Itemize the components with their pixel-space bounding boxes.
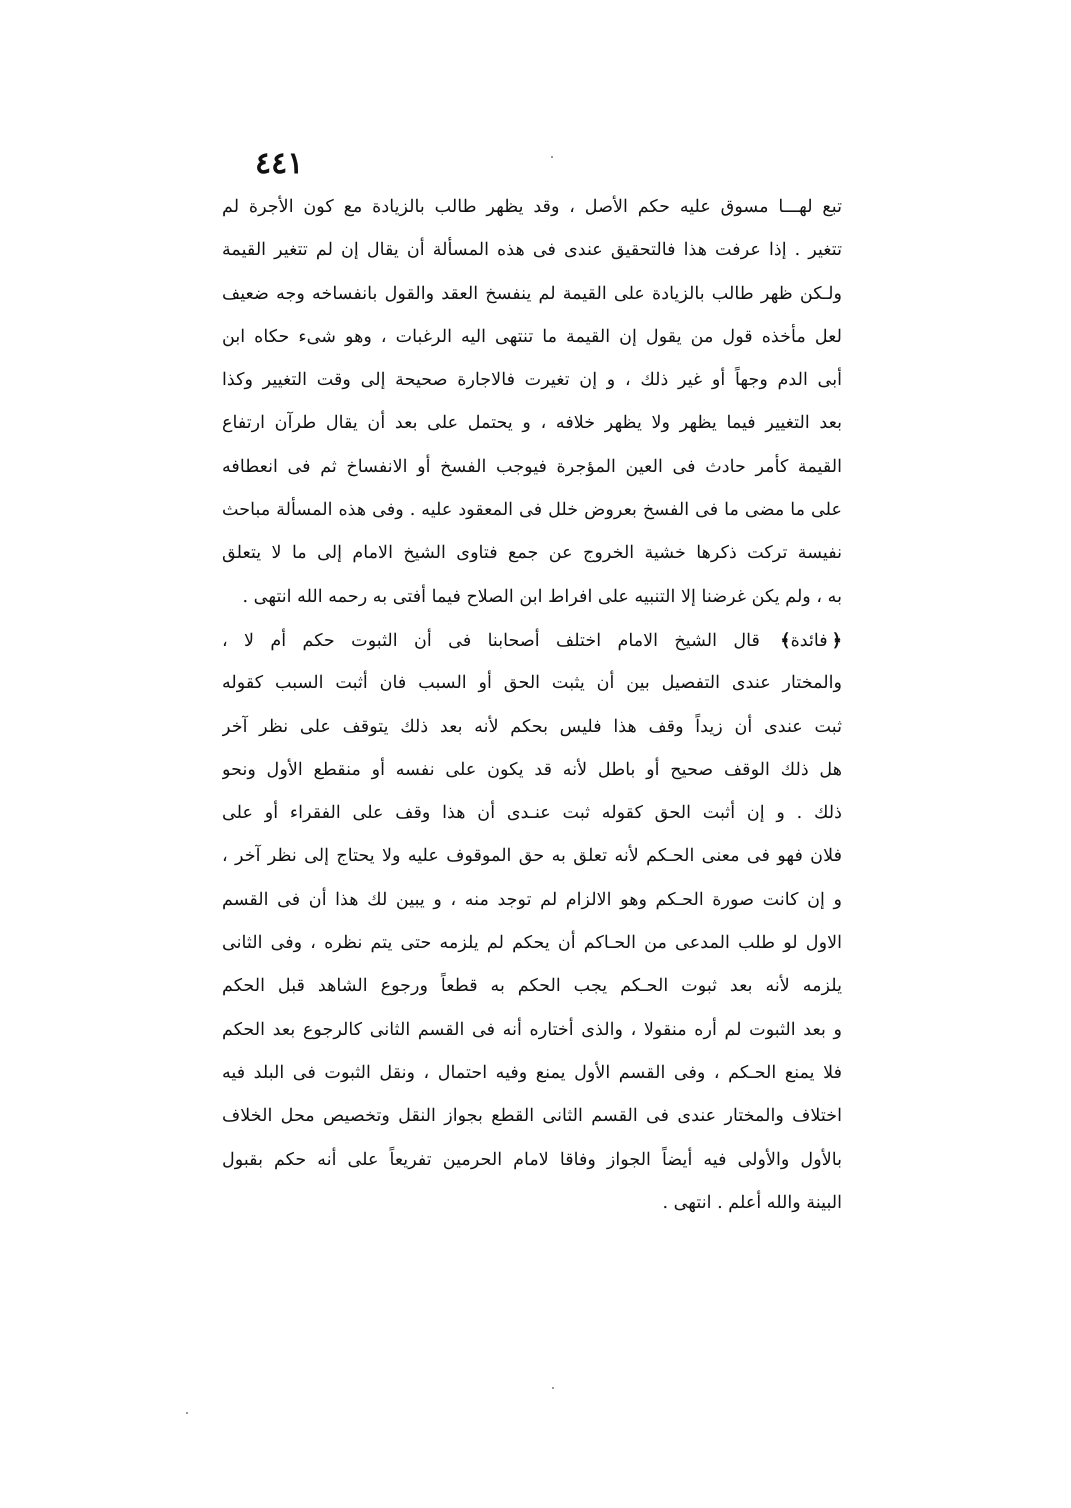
faida-heading-line — [222, 619, 842, 662]
faida-open-bracket: ﴿ — [831, 629, 842, 651]
text-line: بالأول والأولى فيه أيضاً الجواز وفاقا لامام الحرمين تفريعاً على أنه حكم بقبول — [222, 1149, 842, 1170]
text-line: تتغير . إذا عرفت هذا فالتحقيق عندى فى هذه المسألة أن يقال إن لم تتغير القيمة — [222, 240, 842, 261]
text-line: الاول لو طلب المدعى من الحـاكم أن يحكم لم يلزمه حتى يتم نظره ، وفى الثانى — [222, 933, 842, 954]
text-line: نفيسة تركت ذكرها خشية الخروج عن جمع فتاوى الشيخ الامام إلى ما لا يتعلق — [222, 543, 842, 564]
text-line: ولـكن ظهر طالب بالزيادة على القيمة لم ينفسخ العقد والقول بانفساخه وجه ضعيف — [222, 283, 842, 304]
scan-speck — [551, 156, 553, 158]
text-line: فلا يمنع الحـكم ، وفى القسم الأول يمنع وفيه احتمال ، ونقل الثبوت فى البلد فيه — [222, 1062, 842, 1083]
text-line: أبى الدم وجهاً أو غير ذلك ، و إن تغيرت فالاجارة صحيحة إلى وقت التغيير وكذا — [222, 370, 842, 391]
text-line: ثبت عندى أن زيداً وقف هذا فليس بحكم لأنه بعد ذلك يتوقف على نظر آخر — [222, 716, 842, 737]
page-number: ٤٤١ — [255, 146, 304, 181]
text-line: فلان فهو فى معنى الحـكم لأنه تعلق به حق الموقوف عليه ولا يحتاج إلى نظر آخر ، — [222, 846, 842, 867]
text-line: به ، ولم يكن غرضنا إلا التنبيه على افراط ابن الصلاح فيما أفتى به رحمه الله انتهى . — [242, 586, 842, 607]
text-line: لعل مأخذه قول من يقول إن القيمة ما تنتهى اليه الرغبات ، وهو شىء حكاه ابن — [222, 326, 842, 347]
text-line: القيمة كأمر حادث فى العين المؤجرة فيوجب الفسخ أو الانفساخ ثم فى انعطافه — [222, 456, 842, 477]
text-line: اختلاف والمختار عندى فى القسم الثانى القطع بجواز النقل وتخصيص محل الخلاف — [222, 1106, 842, 1127]
text-line: البينة والله أعلم . انتهى . — [662, 1192, 842, 1213]
text-line: يلزمه لأنه بعد ثبوت الحـكم يجب الحكم به قطعاً ورجوع الشاهد قبل الحكم — [222, 976, 842, 997]
faida-first-line-text: قال الشيخ الامام اختلف أصحابنا فى أن الثبوت حكم أم لا ، — [222, 630, 760, 651]
faida-label: فائدة — [790, 630, 828, 651]
text-line: و بعد الثبوت لم أره منقولا ، والذى أختاره أنه فى القسم الثانى كالرجوع بعد الحكم — [222, 1019, 842, 1040]
text-line: و إن كانت صورة الحـكم وهو الالزام لم توجد منه ، و يبين لك هذا أن فى القسم — [222, 889, 842, 910]
faida-close-bracket: ﴾ — [780, 629, 791, 651]
text-line: والمختار عندى التفصيل بين أن يثبت الحق أو السبب فان أثبت السبب كقوله — [222, 673, 842, 694]
text-line: بعد التغيير فيما يظهر ولا يظهر خلافه ، و يحتمل على بعد أن يقال طرآن ارتفاع — [222, 413, 842, 434]
text-line: ذلك . و إن أثبت الحق كقوله ثبت عنـدى أن هذا وقف على الفقراء أو على — [222, 803, 842, 824]
text-line: تبع لهـــا مسوق عليه حكم الأصل ، وقد يظهر طالب بالزيادة مع كون الأجرة لم — [222, 197, 842, 217]
scan-speck — [186, 1412, 188, 1414]
text-line: هل ذلك الوقف صحيح أو باطل لأنه قد يكون على نفسه أو منقطع الأول ونحو — [222, 759, 842, 780]
scan-speck — [552, 1387, 554, 1389]
text-line: على ما مضى ما فى الفسخ بعروض خلل فى المعقود عليه . وفى هذه المسألة مباحث — [222, 500, 842, 521]
body-text — [222, 186, 842, 1225]
